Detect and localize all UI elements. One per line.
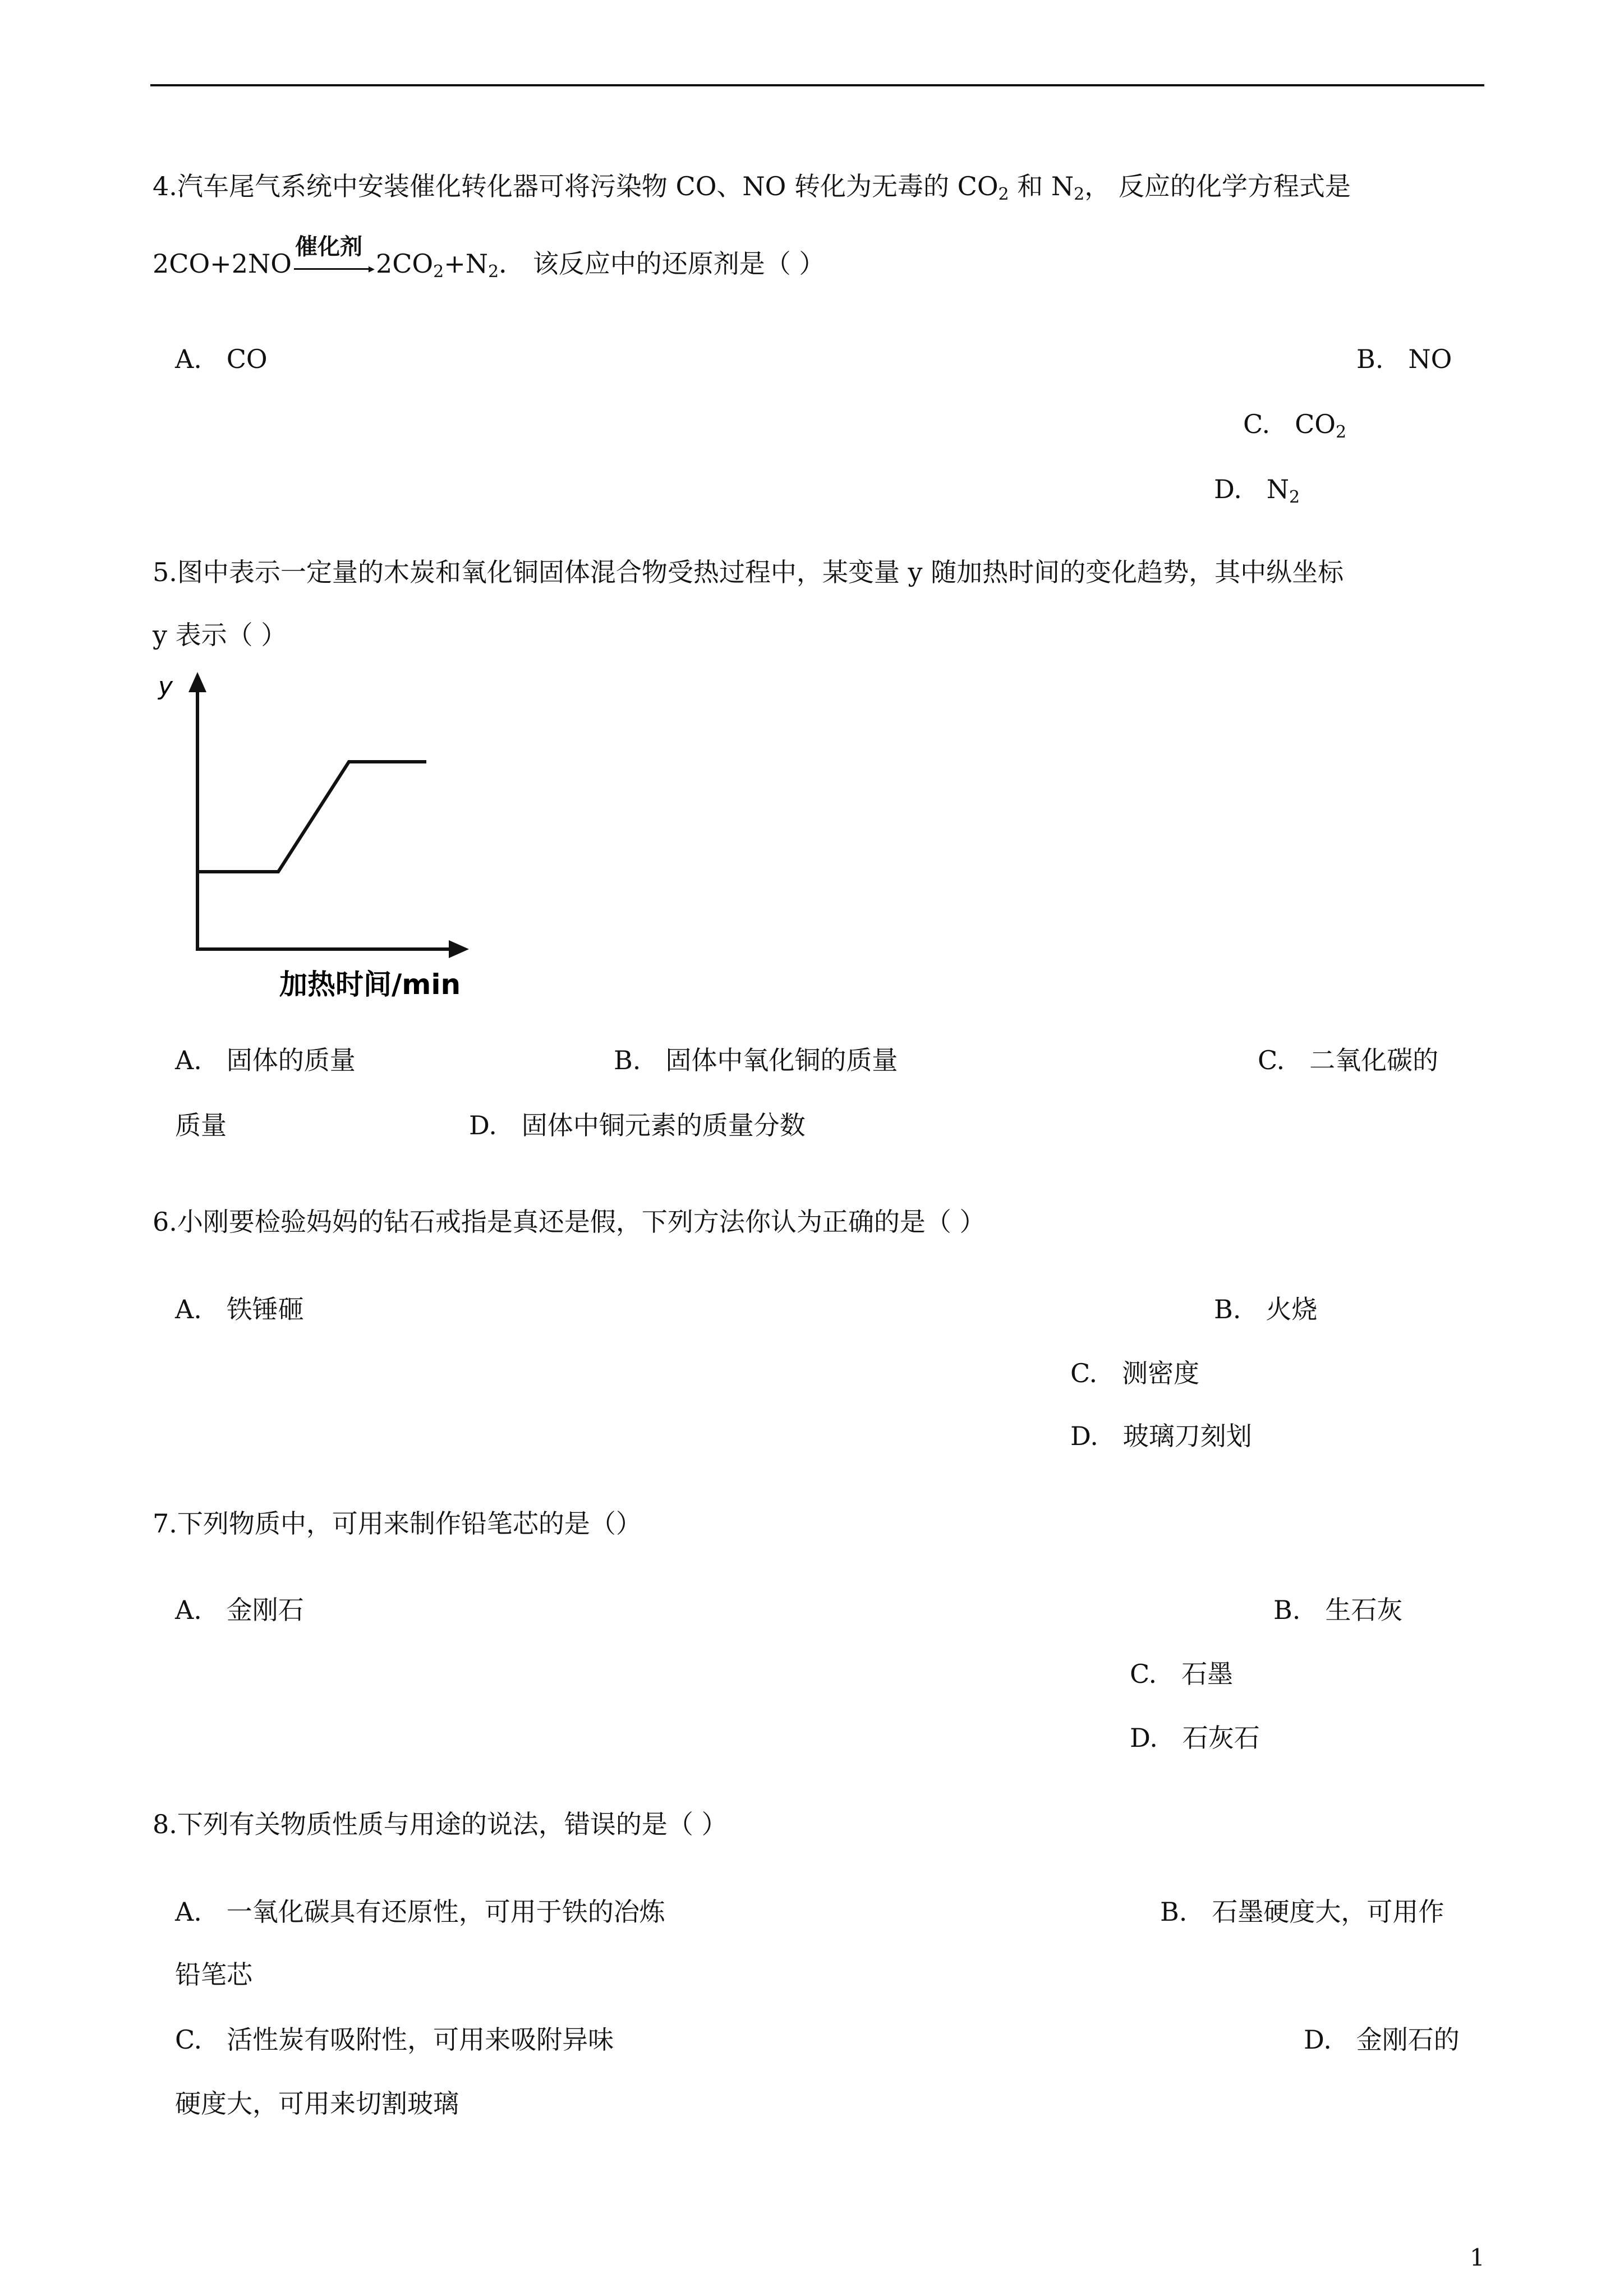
question-5-stem-line2: y 表示（ ） xyxy=(153,620,287,650)
x-axis-label: 加热时间/min xyxy=(279,968,461,1001)
question-number: 6. xyxy=(153,1207,177,1237)
x-axis-arrow-icon xyxy=(449,940,469,958)
trend-line xyxy=(199,762,426,872)
option-d[interactable]: D. 玻璃刀刻划 xyxy=(1070,1421,1252,1451)
line-graph xyxy=(146,668,505,1004)
option-b[interactable]: B. 固体中氧化铜的质量 xyxy=(614,1045,898,1075)
question-number: 5. xyxy=(153,557,177,587)
reaction-arrow xyxy=(292,234,376,280)
catalyst-label: 催化剂 xyxy=(295,234,362,260)
option-c[interactable]: C. 石墨 xyxy=(1130,1659,1234,1689)
y-axis-arrow-icon xyxy=(188,672,206,692)
question-7-stem: 7.下列物质中，可用来制作铅笔芯的是（） xyxy=(153,1508,642,1539)
question-8-stem: 8.下列有关物质性质与用途的说法，错误的是（ ） xyxy=(153,1809,728,1839)
option-a[interactable]: A. 金刚石 xyxy=(175,1595,304,1625)
option-c[interactable]: C. $CO_2$ xyxy=(1243,409,1347,442)
question-number: 8. xyxy=(153,1809,177,1839)
question-6-stem: 6.小刚要检验妈妈的钻石戒指是真还是假，下列方法你认为正确的是（ ） xyxy=(153,1207,986,1237)
option-d-continued: 硬度大，可用来切割玻璃 xyxy=(175,2088,459,2119)
option-b[interactable]: B. 生石灰 xyxy=(1273,1595,1403,1625)
question-4-equation: 2CO+2NO 催化剂 ▸ $2CO_2+N_2$． 该反应中的还原剂是（ ） xyxy=(153,247,825,289)
question-number: 4. xyxy=(153,171,177,201)
header-rule xyxy=(150,84,1484,86)
option-b-continued: 铅笔芯 xyxy=(175,1959,252,1990)
option-b[interactable]: B. 石墨硬度大，可用作 xyxy=(1160,1897,1444,1927)
question-4-stem: 4.汽车尾气系统中安装催化转化器可将污染物 CO、NO 转化为无毒的 $CO_2$ 和 $N_2$， 反应的化学方程式是 xyxy=(153,171,1351,204)
option-c[interactable]: C. 测密度 xyxy=(1070,1358,1200,1388)
option-c[interactable]: C. 活性炭有吸附性，可用来吸附异味 xyxy=(175,2024,614,2055)
option-a[interactable]: A. 固体的质量 xyxy=(175,1045,356,1075)
page-number: 1 xyxy=(1470,2244,1485,2271)
question-5-stem: 5.图中表示一定量的木炭和氧化铜固体混合物受热过程中，某变量 y 随加热时间的变化趋势，其中纵坐标 xyxy=(153,557,1344,587)
option-d[interactable]: D. 固体中铜元素的质量分数 xyxy=(469,1110,806,1140)
option-a[interactable]: A. CO xyxy=(175,344,268,374)
y-axis-label: y xyxy=(158,672,173,701)
question-number: 7. xyxy=(153,1508,177,1539)
option-c-continued: 质量 xyxy=(175,1110,227,1140)
option-b[interactable]: B. NO xyxy=(1356,344,1452,374)
option-a[interactable]: A. 一氧化碳具有还原性，可用于铁的冶炼 xyxy=(175,1897,665,1927)
option-d[interactable]: D. 金刚石的 xyxy=(1304,2024,1460,2055)
option-d[interactable]: D. 石灰石 xyxy=(1130,1723,1260,1753)
option-a[interactable]: A. 铁锤砸 xyxy=(175,1294,304,1324)
arrow-head-icon: ▸ xyxy=(368,262,375,276)
option-d[interactable]: D. $N_2$ xyxy=(1214,474,1300,507)
arrow-line xyxy=(294,268,372,270)
option-c[interactable]: C. 二氧化碳的 xyxy=(1258,1045,1439,1075)
option-b[interactable]: B. 火烧 xyxy=(1214,1294,1318,1324)
